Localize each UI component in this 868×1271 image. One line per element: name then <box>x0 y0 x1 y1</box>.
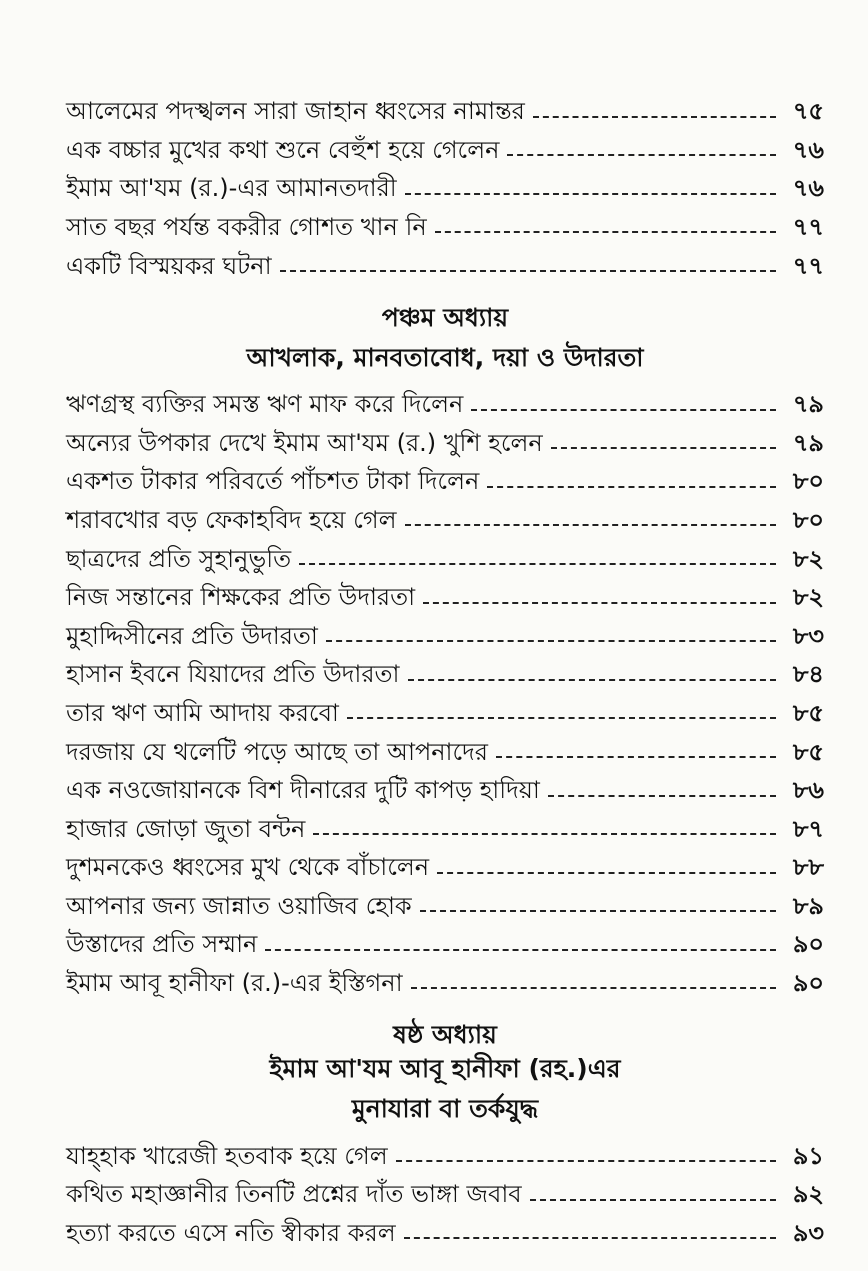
toc-entry <box>66 202 824 241</box>
toc-entry-page: ৭৬ <box>792 135 824 164</box>
toc-entry-page: ৯১ <box>792 1141 824 1170</box>
toc-group-chapter6 <box>66 1130 824 1246</box>
toc-entry <box>66 1130 824 1169</box>
toc-entry-title: আলেমের পদস্খলন সারা জাহান ধ্বংসের নামান্তর <box>66 97 525 126</box>
dotted-leader <box>496 756 776 758</box>
toc-entry-page: ৯২ <box>792 1180 824 1209</box>
toc-entry-title: মুহাদ্দিসীনের প্রতি উদারতা <box>66 621 318 650</box>
toc-group-chapter5 <box>66 379 824 997</box>
toc-entry-title: এক বচ্চার মুখের কথা শুনে বেহুঁশ হয়ে গেলেন <box>66 135 500 164</box>
toc-entry-title: দুশমনকেও ধ্বংসের মুখ থেকে বাঁচালেন <box>66 853 430 882</box>
dotted-leader <box>396 1160 776 1162</box>
chapter-subtitle: আখলাক, মানবতাবোধ, দয়া ও উদারতা <box>246 342 644 372</box>
toc-entry-title: ছাত্রদের প্রতি সুহানুভুতি <box>66 544 292 573</box>
dotted-leader <box>507 154 776 156</box>
toc-entry-title: হাজার জোড়া জুতা বন্টন <box>66 814 306 843</box>
toc-entry <box>66 418 824 457</box>
toc-entry <box>66 125 824 164</box>
dotted-leader <box>326 640 776 642</box>
toc-entry-title: একশত টাকার পরিবর্তে পাঁচশত টাকা দিলেন <box>66 467 480 496</box>
toc-entry <box>66 688 824 727</box>
toc-entry-title: ঋণগ্রস্থ ব্যক্তির সমস্ত ঋণ মাফ করে দিলেন <box>66 390 464 419</box>
toc-entry <box>66 86 824 125</box>
toc-entry <box>66 919 824 958</box>
toc-entry-page: ৮৩ <box>792 621 824 650</box>
toc-entry <box>66 726 824 765</box>
dotted-leader <box>551 447 776 449</box>
dotted-leader <box>435 231 776 233</box>
dotted-leader <box>404 1237 776 1239</box>
toc-entry <box>66 804 824 843</box>
chapter-heading: পঞ্চম অধ্যায় <box>381 302 509 332</box>
toc-entry-page: ৭৭ <box>792 251 824 280</box>
toc-entry-page: ৯৩ <box>792 1218 824 1247</box>
toc-entry-title: যাহ্‌হাক খারেজী হতবাক হয়ে গেল <box>66 1141 388 1170</box>
dotted-leader <box>411 987 776 989</box>
toc-entry-page: ৮২ <box>792 544 824 573</box>
toc-entry-page: ৮০ <box>792 505 824 534</box>
toc-entry <box>66 1208 824 1247</box>
toc-entry-title: এক নওজোয়ানকে বিশ দীনারের দুটি কাপড় হাদিয়া <box>66 776 540 805</box>
dotted-leader <box>437 872 776 874</box>
toc-entry-page: ৮৭ <box>792 814 824 843</box>
dotted-leader <box>471 409 776 411</box>
toc-entry-page: ৮৯ <box>792 891 824 920</box>
chapter-heading: ষষ্ঠ অধ্যায় <box>393 1020 497 1050</box>
toc-entry-page: ৭৯ <box>792 390 824 419</box>
toc-group-top <box>66 86 824 279</box>
dotted-leader <box>347 717 776 719</box>
toc-entry-title: আপনার জন্য জান্নাত ওয়াজিব হোক <box>66 891 412 920</box>
dotted-leader <box>265 949 776 951</box>
toc-entry-page: ৯০ <box>792 930 824 959</box>
toc-entry-page: ৭৬ <box>792 174 824 203</box>
toc-entry-page: ৮০ <box>792 467 824 496</box>
dotted-leader <box>280 270 776 272</box>
dotted-leader <box>420 910 776 912</box>
toc-entry-page: ৮২ <box>792 583 824 612</box>
toc-entry-page: ৭৯ <box>792 428 824 457</box>
toc-entry-title: একটি বিস্ময়কর ঘটনা <box>66 251 272 280</box>
toc-entry <box>66 533 824 572</box>
toc-entry-title: শরাবখোর বড় ফেকাহবিদ হয়ে গেল <box>66 505 397 534</box>
dotted-leader <box>487 486 776 488</box>
toc-entry <box>66 1169 824 1208</box>
dotted-leader <box>423 602 776 604</box>
toc-entry <box>66 240 824 279</box>
toc-entry-page: ৮৪ <box>792 660 824 689</box>
toc-entry <box>66 611 824 650</box>
toc-entry <box>66 456 824 495</box>
toc-entry <box>66 958 824 997</box>
dotted-leader <box>530 1199 776 1201</box>
dotted-leader <box>299 563 776 565</box>
dotted-leader <box>405 524 776 526</box>
toc-entry-page: ৮৮ <box>792 853 824 882</box>
dotted-leader <box>548 795 776 797</box>
toc-entry-title: হাসান ইবনে যিয়াদের প্রতি উদারতা <box>66 660 400 689</box>
toc-entry-title: কথিত মহাজ্ঞানীর তিনটি প্রশ্নের দাঁত ভাঙ্গা জবাব <box>66 1180 522 1209</box>
toc-entry-title: সাত বছর পর্যন্ত বকরীর গোশত খান নি <box>66 212 427 241</box>
toc-entry <box>66 765 824 804</box>
dotted-leader <box>408 679 777 681</box>
chapter-subtitle: ইমাম আ'যম আবূ হানীফা (রহ.)এর <box>269 1054 621 1084</box>
dotted-leader <box>313 833 776 835</box>
toc-entry <box>66 163 824 202</box>
dotted-leader <box>533 116 776 118</box>
toc-entry-title: দরজায় যে থলেটি পড়ে আছে তা আপনাদের <box>66 737 488 766</box>
toc-entry-page: ৯০ <box>792 969 824 998</box>
toc-entry <box>66 495 824 534</box>
toc-entry-title: ইমাম আ'যম (র.)-এর আমানতদারী <box>66 174 397 203</box>
toc-entry-page: ৮৫ <box>792 698 824 727</box>
toc-entry <box>66 649 824 688</box>
dotted-leader <box>405 193 776 195</box>
toc-entry-title: নিজ সন্তানের শিক্ষকের প্রতি উদারতা <box>66 583 416 612</box>
toc-entry-page: ৮৬ <box>792 776 824 805</box>
toc-entry-title: তার ঋণ আমি আদায় করবো <box>66 698 339 727</box>
toc-entry-title: হত্যা করতে এসে নতি স্বীকার করল <box>66 1218 396 1247</box>
toc-entry <box>66 842 824 881</box>
toc-entry-page: ৭৭ <box>792 212 824 241</box>
toc-entry-title: উস্তাদের প্রতি সম্মান <box>66 930 258 959</box>
toc-entry-page: ৮৫ <box>792 737 824 766</box>
toc-entry <box>66 379 824 418</box>
table-of-contents <box>66 86 824 1246</box>
chapter-subtitle: মুনাযারা বা তর্কযুদ্ধ <box>351 1094 539 1124</box>
toc-entry <box>66 572 824 611</box>
toc-entry-title: অন্যের উপকার দেখে ইমাম আ'যম (র.) খুশি হলেন <box>66 428 543 457</box>
toc-entry-title: ইমাম আবূ হানীফা (র.)-এর ইস্তিগনা <box>66 969 403 998</box>
toc-entry <box>66 881 824 920</box>
toc-entry-page: ৭৫ <box>792 97 824 126</box>
